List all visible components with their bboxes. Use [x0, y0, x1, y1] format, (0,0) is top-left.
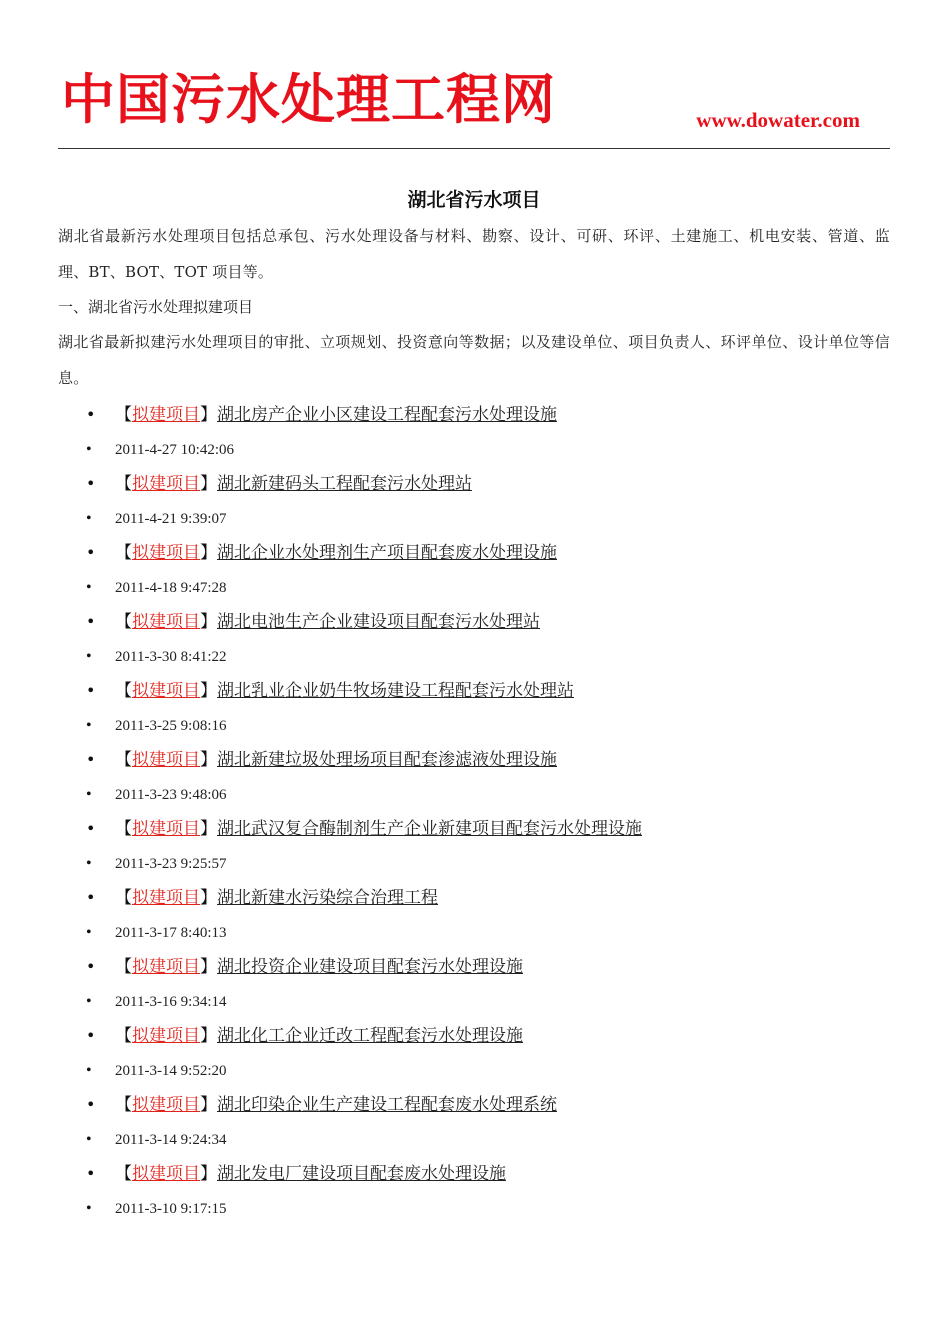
bullet-icon: •	[86, 681, 96, 700]
project-list-item	[58, 605, 890, 640]
project-date: 2011-3-14 9:24:34	[115, 1131, 227, 1148]
bullet-icon: •	[86, 1164, 96, 1183]
project-list-item	[58, 1157, 890, 1192]
category-tag-link[interactable]: 拟建项目	[132, 543, 200, 563]
project-date: 2011-3-25 9:08:16	[115, 717, 227, 734]
bracket-close: 】	[200, 1095, 217, 1115]
project-date-item	[58, 778, 890, 813]
category-tag-link[interactable]: 拟建项目	[132, 612, 200, 632]
bullet-icon: •	[86, 612, 96, 631]
category-tag-link[interactable]: 拟建项目	[132, 957, 200, 977]
project-date: 2011-3-14 9:52:20	[115, 1062, 227, 1079]
bracket-close: 】	[200, 957, 217, 977]
project-date-item	[58, 640, 890, 675]
bracket-open: 【	[115, 819, 132, 839]
project-title-link[interactable]: 湖北新建水污染综合治理工程	[217, 888, 438, 908]
bullet-icon: •	[86, 957, 96, 976]
project-list-item	[58, 467, 890, 502]
category-tag-link[interactable]: 拟建项目	[132, 1026, 200, 1046]
category-tag-link[interactable]: 拟建项目	[132, 819, 200, 839]
bracket-open: 【	[115, 543, 132, 563]
document-body	[58, 184, 890, 1226]
project-list-item	[58, 1019, 890, 1054]
project-list-item	[58, 743, 890, 778]
project-date: 2011-3-23 9:48:06	[115, 786, 227, 803]
bracket-open: 【	[115, 1095, 132, 1115]
document-title: 湖北省污水项目	[407, 189, 541, 211]
bullet-icon: •	[86, 1026, 96, 1045]
project-date-item	[58, 571, 890, 606]
site-url[interactable]: www.dowater.com	[696, 108, 860, 132]
category-tag-link[interactable]: 拟建项目	[132, 888, 200, 908]
bracket-close: 】	[200, 819, 217, 839]
project-date: 2011-3-10 9:17:15	[115, 1200, 227, 1217]
category-tag-link[interactable]: 拟建项目	[132, 681, 200, 701]
bullet-icon: •	[86, 474, 96, 493]
bullet-icon: •	[86, 1199, 92, 1217]
project-list-item	[58, 674, 890, 709]
bracket-close: 】	[200, 543, 217, 563]
section-description: 湖北省最新拟建污水处理项目的审批、立项规划、投资意向等数据；以及建设单位、项目负责人、环评单位、设计单位等信息。	[58, 333, 890, 387]
category-tag-link[interactable]: 拟建项目	[132, 1095, 200, 1115]
project-title-link[interactable]: 湖北印染企业生产建设工程配套废水处理系统	[217, 1095, 557, 1115]
project-date: 2011-4-27 10:42:06	[115, 441, 235, 458]
project-date-item	[58, 847, 890, 882]
bracket-open: 【	[115, 1026, 132, 1046]
bullet-icon: •	[86, 509, 92, 527]
bracket-open: 【	[115, 750, 132, 770]
bracket-close: 】	[200, 750, 217, 770]
bullet-icon: •	[86, 888, 96, 907]
project-date-item	[58, 502, 890, 537]
bullet-icon: •	[86, 854, 92, 872]
category-tag-link[interactable]: 拟建项目	[132, 474, 200, 494]
project-date: 2011-3-17 8:40:13	[115, 924, 227, 941]
bullet-icon: •	[86, 716, 92, 734]
bracket-open: 【	[115, 405, 132, 425]
page-header	[58, 60, 890, 149]
bullet-icon: •	[86, 750, 96, 769]
bracket-close: 】	[200, 681, 217, 701]
project-date: 2011-3-16 9:34:14	[115, 993, 227, 1010]
bullet-icon: •	[86, 405, 96, 424]
bullet-icon: •	[86, 992, 92, 1010]
project-list-item	[58, 1088, 890, 1123]
project-title-link[interactable]: 湖北投资企业建设项目配套污水处理设施	[217, 957, 523, 977]
project-date-item	[58, 985, 890, 1020]
bracket-open: 【	[115, 888, 132, 908]
project-date: 2011-3-23 9:25:57	[115, 855, 227, 872]
project-date: 2011-4-21 9:39:07	[115, 510, 227, 527]
project-date-item	[58, 1192, 890, 1227]
bullet-icon: •	[86, 819, 96, 838]
bullet-icon: •	[86, 923, 92, 941]
bullet-icon: •	[86, 647, 92, 665]
project-list-item	[58, 881, 890, 916]
bullet-icon: •	[86, 1061, 92, 1079]
bullet-icon: •	[86, 578, 92, 596]
bullet-icon: •	[86, 440, 92, 458]
intro-paragraph: 湖北省最新污水处理项目包括总承包、污水处理设备与材料、勘察、设计、可研、环评、土建施工、机电安装、管道、监理、BT、BOT、TOT 项目等。	[58, 227, 890, 281]
bracket-close: 】	[200, 474, 217, 494]
bracket-close: 】	[200, 1026, 217, 1046]
project-date-item	[58, 916, 890, 951]
project-date-item	[58, 709, 890, 744]
bracket-open: 【	[115, 957, 132, 977]
project-date-item	[58, 1054, 890, 1089]
project-list-item	[58, 398, 890, 433]
bracket-open: 【	[115, 612, 132, 632]
project-date: 2011-4-18 9:47:28	[115, 579, 227, 596]
project-title-link[interactable]: 湖北房产企业小区建设工程配套污水处理设施	[217, 405, 557, 425]
project-title-link[interactable]: 湖北乳业企业奶牛牧场建设工程配套污水处理站	[217, 681, 574, 701]
project-title-link[interactable]: 湖北化工企业迁改工程配套污水处理设施	[217, 1026, 523, 1046]
bracket-open: 【	[115, 681, 132, 701]
project-list	[58, 398, 890, 1226]
project-title-link[interactable]: 湖北武汉复合酶制剂生产企业新建项目配套污水处理设施	[217, 819, 642, 839]
project-list-item	[58, 812, 890, 847]
bracket-close: 】	[200, 405, 217, 425]
category-tag-link[interactable]: 拟建项目	[132, 405, 200, 425]
project-date-item	[58, 1123, 890, 1158]
project-title-link[interactable]: 湖北新建垃圾处理场项目配套渗滤液处理设施	[217, 750, 557, 770]
project-title-link[interactable]: 湖北新建码头工程配套污水处理站	[217, 474, 472, 494]
category-tag-link[interactable]: 拟建项目	[132, 1164, 200, 1184]
project-title-link[interactable]: 湖北企业水处理剂生产项目配套废水处理设施	[217, 543, 557, 563]
project-date-item	[58, 433, 890, 468]
bracket-close: 】	[200, 888, 217, 908]
project-list-item	[58, 950, 890, 985]
project-list-item	[58, 536, 890, 571]
project-date: 2011-3-30 8:41:22	[115, 648, 227, 665]
project-title-link[interactable]: 湖北发电厂建设项目配套废水处理设施	[217, 1164, 506, 1184]
site-title: 中国污水处理工程网	[61, 68, 556, 131]
project-title-link[interactable]: 湖北电池生产企业建设项目配套污水处理站	[217, 612, 540, 632]
bullet-icon: •	[86, 785, 92, 803]
section-heading: 一、湖北省污水处理拟建项目	[58, 298, 254, 316]
bracket-open: 【	[115, 1164, 132, 1184]
bullet-icon: •	[86, 543, 96, 562]
bracket-close: 】	[200, 1164, 217, 1184]
bullet-icon: •	[86, 1130, 92, 1148]
category-tag-link[interactable]: 拟建项目	[132, 750, 200, 770]
bracket-open: 【	[115, 474, 132, 494]
bracket-close: 】	[200, 612, 217, 632]
bullet-icon: •	[86, 1095, 96, 1114]
